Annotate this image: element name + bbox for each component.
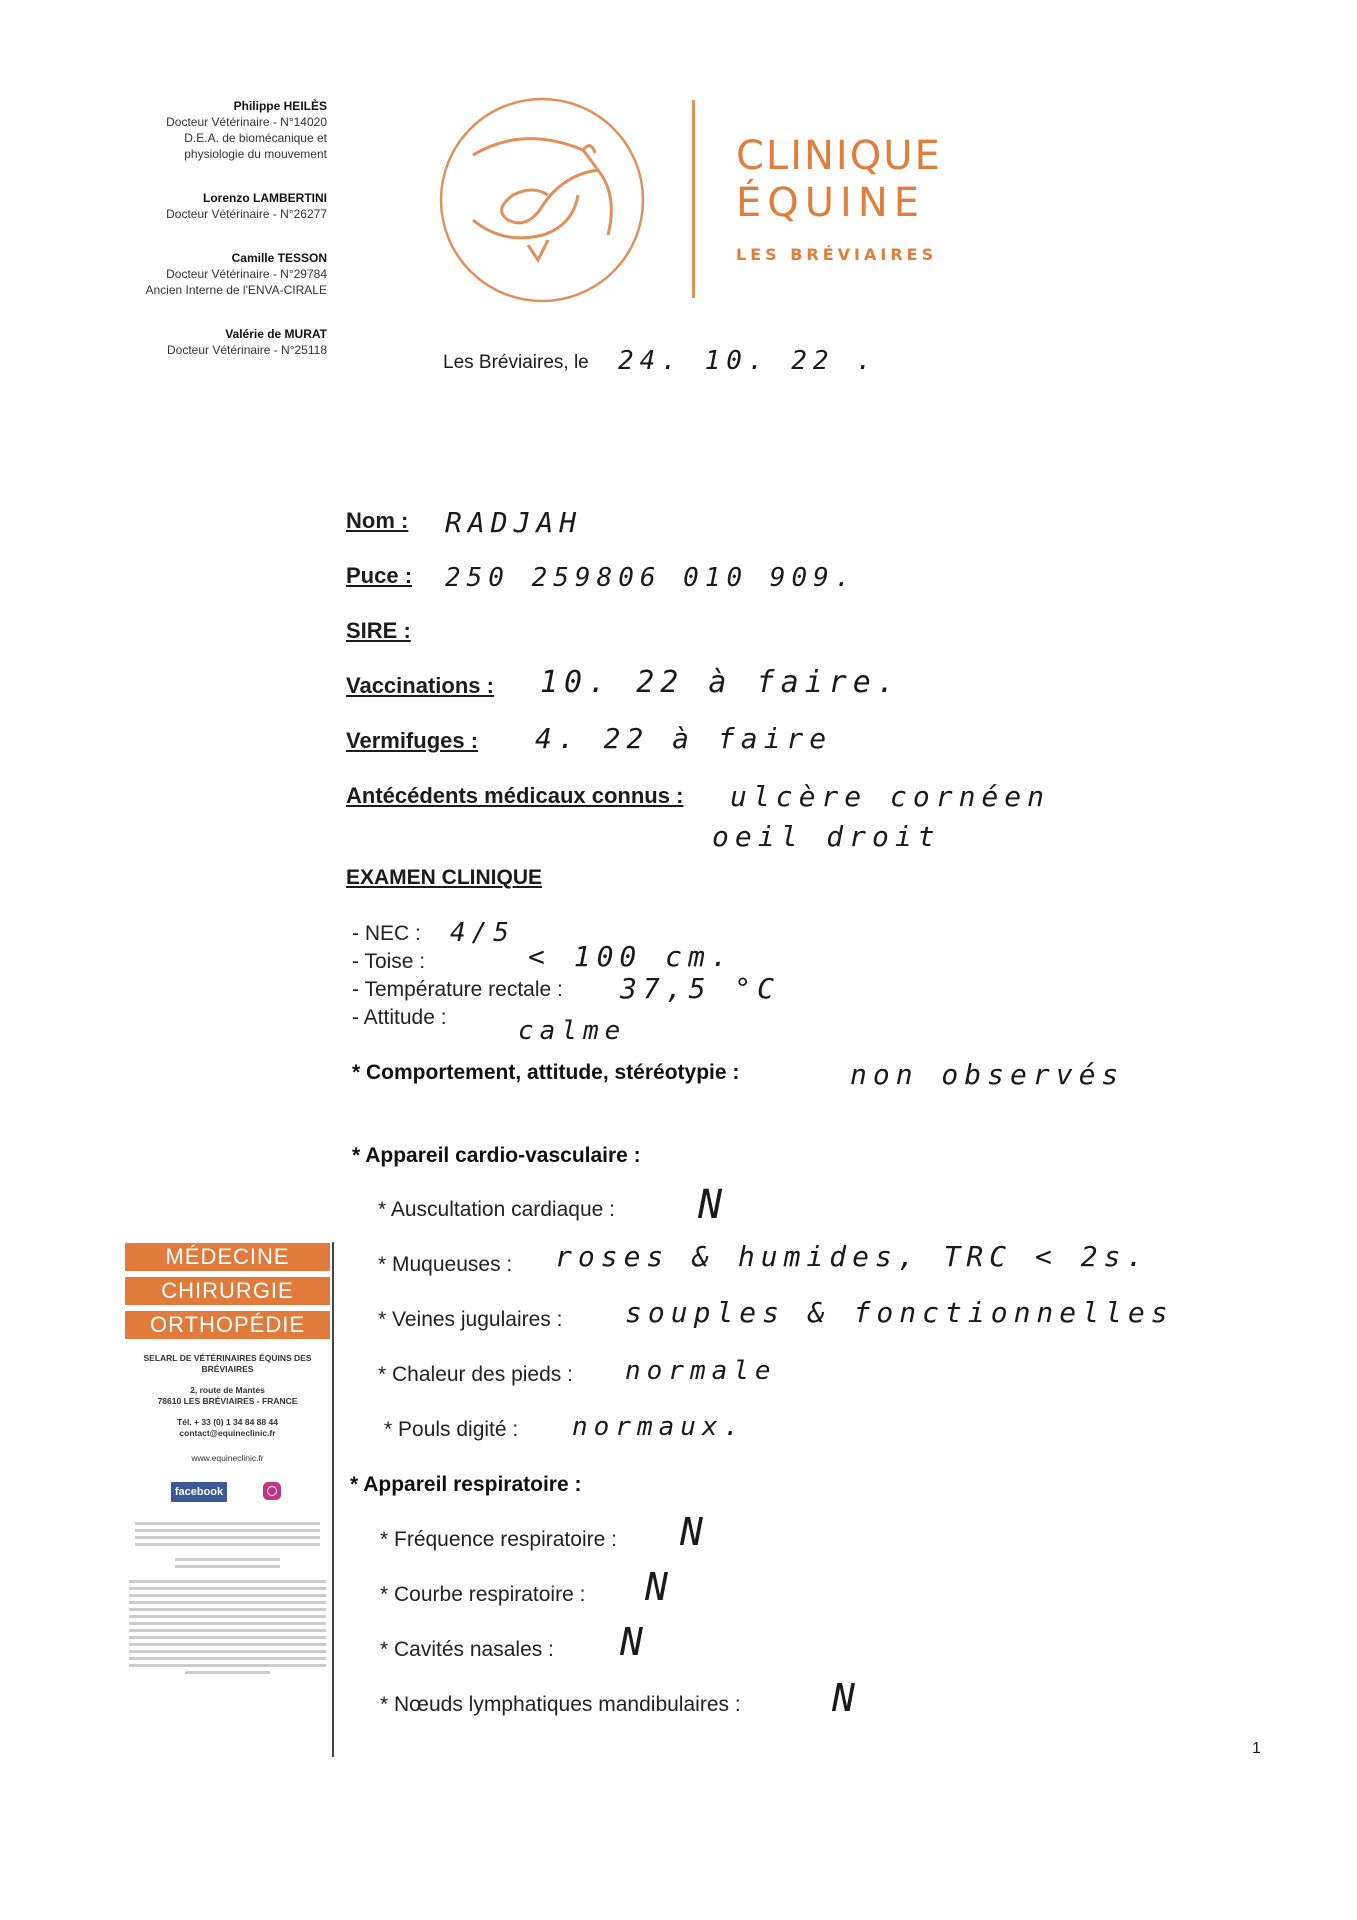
vet-line: D.E.A. de biomécanique et — [184, 131, 327, 145]
date-label: Les Bréviaires, le — [443, 352, 589, 373]
date-value: 24. 10. 22 . — [618, 346, 878, 376]
cavites-value: N — [620, 1620, 649, 1664]
fine-print — [125, 1522, 330, 1674]
muqueuses-value: roses & humides, TRC < 2s. — [555, 1240, 1150, 1273]
sire-label: SIRE : — [346, 618, 411, 643]
company-name: SELARL DE VÉTÉRINAIRES ÉQUINS DES BRÉVIAIRES — [143, 1353, 312, 1374]
courbe-value: N — [645, 1565, 674, 1609]
website[interactable]: www.equineclinic.fr — [191, 1453, 264, 1463]
specialty-orthopedie: ORTHOPÉDIE — [125, 1311, 330, 1339]
sidebar-divider — [332, 1242, 334, 1757]
muqueuses-label: * Muqueuses : — [378, 1253, 513, 1276]
sidebar — [125, 1243, 330, 1678]
nom-value: RADJAH — [445, 506, 583, 539]
vet-line: Docteur Vétérinaire - N°26277 — [166, 207, 327, 221]
toise-label: - Toise : — [352, 950, 426, 973]
brand-line-1: CLINIQUE — [736, 133, 942, 179]
pouls-value: normaux. — [572, 1412, 746, 1442]
vet-list — [146, 98, 328, 386]
nom-label: Nom : — [346, 508, 409, 533]
horse-logo-icon — [433, 95, 651, 305]
vermifuges-value: 4. 22 à faire — [535, 722, 833, 755]
auscultation-label: * Auscultation cardiaque : — [378, 1198, 615, 1221]
logo-divider — [692, 100, 695, 298]
antecedents-value-1: ulcère cornéen — [730, 780, 1051, 813]
vaccinations-value: 10. 22 à faire. — [540, 665, 901, 700]
specialty-medecine: MÉDECINE — [125, 1243, 330, 1271]
veines-label: * Veines jugulaires : — [378, 1308, 563, 1331]
antecedents-value-2: oeil droit — [712, 820, 941, 853]
vet-line: physiologie du mouvement — [184, 147, 327, 161]
vet-line: Docteur Vétérinaire - N°29784 — [166, 267, 327, 281]
vet-line: Docteur Vétérinaire - N°14020 — [166, 115, 327, 129]
attitude-value: calme — [518, 1016, 627, 1046]
temperature-value: 37,5 °C — [620, 972, 781, 1005]
brand-line-3: LES BRÉVIAIRES — [736, 245, 938, 264]
email[interactable]: contact@equineclinic.fr — [179, 1428, 276, 1438]
frequence-label: * Fréquence respiratoire : — [380, 1528, 617, 1551]
resp-title: * Appareil respiratoire : — [350, 1473, 582, 1496]
pouls-label: * Pouls digité : — [384, 1418, 519, 1441]
brand-line-2: ÉQUINE — [736, 180, 926, 226]
temperature-label: - Température rectale : — [352, 978, 563, 1001]
address-line-1: 2, route de Mantes — [190, 1385, 265, 1395]
social-row — [125, 1482, 330, 1504]
nec-value: 4/5 — [450, 918, 515, 948]
chaleur-value: normale — [625, 1356, 777, 1386]
vaccinations-label: Vaccinations : — [346, 673, 494, 698]
address-line-2: 78610 LES BRÉVIAIRES - FRANCE — [157, 1396, 298, 1406]
noeuds-label: * Nœuds lymphatiques mandibulaires : — [380, 1693, 741, 1716]
vet-name: Philippe HEILÈS — [233, 99, 327, 113]
comportement-label: * Comportement, attitude, stéréotypie : — [352, 1061, 740, 1084]
frequence-value: N — [680, 1510, 709, 1554]
puce-value: 250 259806 010 909. — [445, 563, 857, 593]
vet-name: Camille TESSON — [231, 251, 327, 265]
facebook-icon[interactable]: facebook — [171, 1482, 227, 1502]
veines-value: souples & fonctionnelles — [625, 1296, 1174, 1329]
vermifuges-label: Vermifuges : — [346, 728, 479, 753]
specialty-chirurgie: CHIRURGIE — [125, 1277, 330, 1305]
attitude-label: - Attitude : — [352, 1006, 447, 1029]
puce-label: Puce : — [346, 563, 413, 588]
auscultation-value: N — [698, 1182, 729, 1228]
nec-label: - NEC : — [352, 922, 421, 945]
vet-name: Valérie de MURAT — [225, 327, 327, 341]
instagram-icon[interactable] — [263, 1482, 281, 1500]
phone: Tél. + 33 (0) 1 34 84 88 44 — [177, 1417, 278, 1427]
exam-title: EXAMEN CLINIQUE — [346, 866, 543, 889]
cavites-label: * Cavités nasales : — [380, 1638, 554, 1661]
courbe-label: * Courbe respiratoire : — [380, 1583, 586, 1606]
comportement-value: non observés — [850, 1058, 1125, 1091]
vet-line: Ancien Interne de l'ENVA-CIRALE — [145, 283, 327, 297]
vet-entry — [146, 98, 328, 162]
chaleur-label: * Chaleur des pieds : — [378, 1363, 573, 1386]
vet-entry — [146, 190, 328, 222]
vet-entry — [146, 326, 328, 358]
noeuds-value: N — [832, 1676, 861, 1720]
page-number: 1 — [1252, 1740, 1261, 1757]
toise-value: < 100 cm. — [528, 940, 734, 973]
vet-entry — [146, 250, 328, 298]
vet-line: Docteur Vétérinaire - N°25118 — [167, 343, 327, 357]
antecedents-label: Antécédents médicaux connus : — [346, 783, 684, 808]
cardio-title: * Appareil cardio-vasculaire : — [352, 1144, 641, 1167]
vet-name: Lorenzo LAMBERTINI — [203, 191, 327, 205]
